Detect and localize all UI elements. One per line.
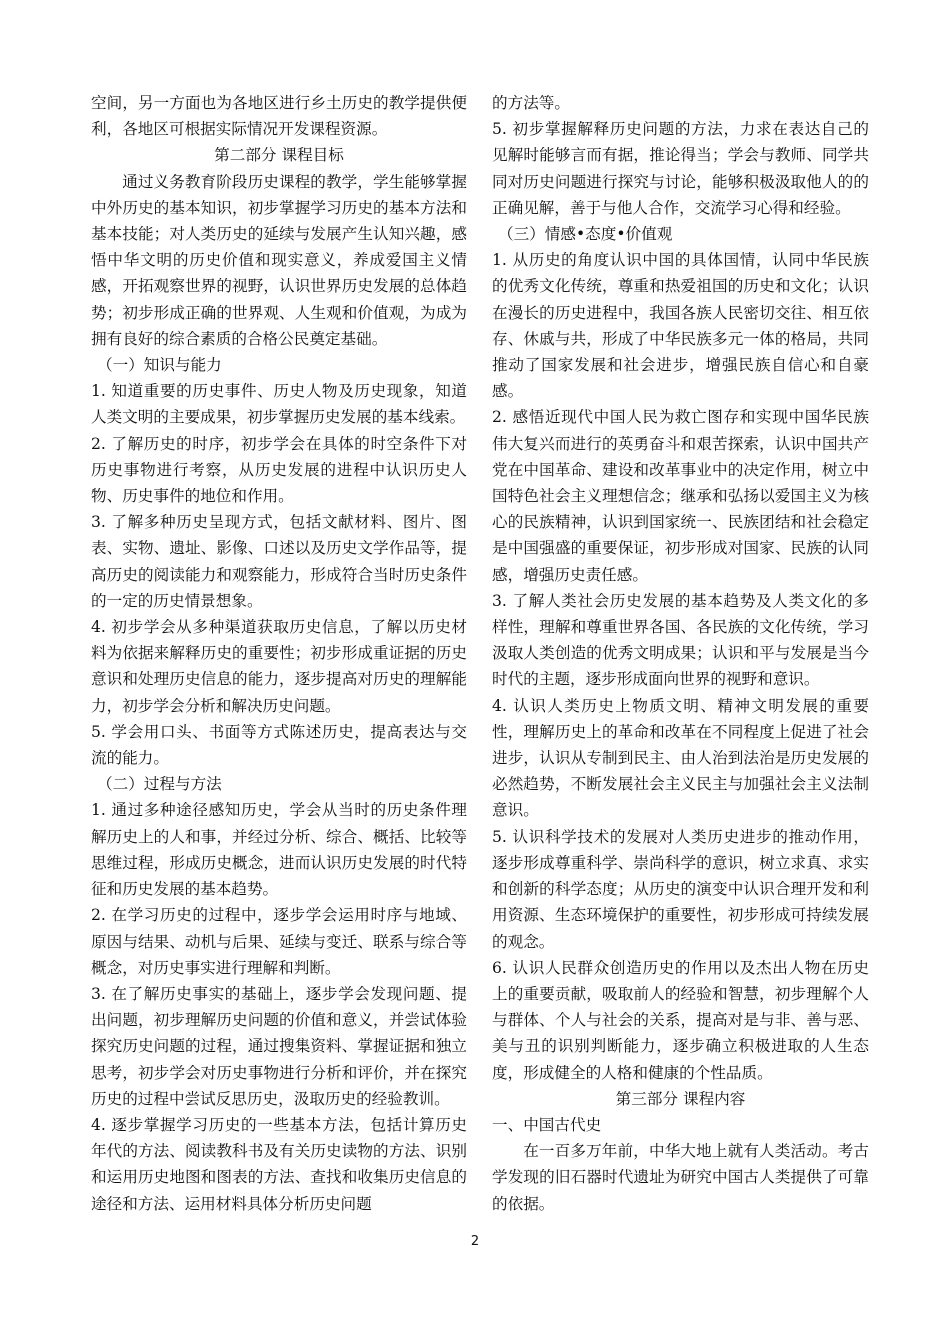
subsection-heading: （二）过程与方法 — [97, 775, 222, 794]
paragraph: 一、中国古代史 — [492, 1115, 602, 1134]
paragraph: 4. 初步学会从多种渠道获取历史信息，了解以历史材料为依据来解释历史的重要性；初步形成重证据的历史意识和处理历史信息的能力，逐步提高对历史的理解能力，初步学会分析和解决历史问题。 — [91, 618, 467, 715]
paragraph: 空间，另一方面也为各地区进行乡土历史的教学提供便利，各地区可根据实际情况开发课程资源。 — [91, 94, 467, 139]
paragraph: 2. 在学习历史的过程中，逐步学会运用时序与地域、原因与结果、动机与后果、延续与变迁、联系与综合等概念，对历史事实进行理解和判断。 — [91, 906, 467, 977]
paragraph: 在一百多万年前，中华大地上就有人类活动。考古学发现的旧石器时代遗址为研究中国古人类提供了可靠的依据。 — [492, 1142, 869, 1213]
paragraph: 4. 认识人类历史上物质文明、精神文明发展的重要性，理解历史上的革命和改革在不同程度上促进了社会进步，认识从专制到民主、由人治到法治是历史发展的必然趋势，不断发展社会主义民主与加强社会主义法制意识。 — [492, 696, 869, 820]
paragraph: 5. 认识科学技术的发展对人类历史进步的推动作用，逐步形成尊重科学、崇尚科学的意识，树立求真、求实和创新的科学态度；从历史的演变中认识合理开发和利用资源、生态环境保护的重要性，初步形成可持续发展的观念。 — [492, 827, 869, 951]
paragraph: 3. 了解多种历史呈现方式，包括文献材料、图片、图表、实物、遗址、影像、口述以及历史文学作品等，提高历史的阅读能力和观察能力，形成符合当时历史条件的一定的历史情景想象。 — [91, 513, 467, 610]
paragraph: 通过义务教育阶段历史课程的教学，学生能够掌握中外历史的基本知识，初步掌握学习历史的基本方法和基本技能；对人类历史的延续与发展产生认知兴趣，感悟中华文明的历史价值和现实意义，养成爱国主义情感，开拓观察世界的视野，认识世界历史发展的总体趋势；初步形成正确的世界观、人生观和价值观，为成为拥有良好的综合素质的合格公民奠定基础。 — [91, 172, 467, 348]
paragraph: 2. 感悟近现代中国人民为救亡图存和实现中国华民族伟大复兴而进行的英勇奋斗和艰苦探索，认识中国共产党在中国革命、建设和改革事业中的决定作用，树立中国特色社会主义理想信念；继承和弘扬以爱国主义为核心的民族精神，认识到国家统一、民族团结和社会稳定是中国强盛的重要保证，初步形成对国家、民族的认同感，增强历史责任感。 — [492, 408, 869, 584]
paragraph: 5. 初步掌握解释历史问题的方法，力求在表达自己的见解时能够言而有据，推论得当；学会与教师、同学共同对历史问题进行探究与讨论，能够积极汲取他人的的正确见解，善于与他人合作，交流学习心得和经验。 — [492, 120, 869, 217]
paragraph: 1. 知道重要的历史事件、历史人物及历史现象，知道人类文明的主要成果，初步掌握历史发展的基本线索。 — [91, 382, 467, 427]
paragraph: 3. 在了解历史事实的基础上，逐步学会发现问题、提出问题，初步理解历史问题的价值和意义，并尝试体验探究历史问题的过程，通过搜集资料、掌握证据和独立思考，初步学会对历史事物进行分析和评价，并在探究历史的过程中尝试反思历史，汲取历史的经验教训。 — [91, 984, 467, 1108]
section-heading: 第三部分 课程内容 — [615, 1089, 746, 1108]
right-column — [492, 90, 869, 1217]
paragraph: 3. 了解人类社会历史发展的基本趋势及人类文化的多样性，理解和尊重世界各国、各民族的文化传统，学习汲取人类创造的优秀文明成果；认识和平与发展是当今时代的主题，逐步形成面向世界的视野和意识。 — [492, 591, 869, 689]
subsection-heading: （三）情感•态度•价值观 — [498, 225, 673, 244]
paragraph: 6. 认识人民群众创造历史的作用以及杰出人物在历史上的重要贡献，吸取前人的经验和智慧，初步理解个人与群体、个人与社会的关系，提高对是与非、善与恶、美与丑的识别判断能力，逐步确立积极进取的人生态度，形成健全的人格和健康的个性品质。 — [492, 958, 869, 1082]
subsection-heading: （一）知识与能力 — [97, 356, 222, 375]
paragraph: 2. 了解历史的时序，初步学会在具体的时空条件下对历史事物进行考察，从历史发展的进程中认识历史人物、历史事件的地位和作用。 — [91, 434, 467, 506]
paragraph: 4. 逐步掌握学习历史的一些基本方法，包括计算历史年代的方法、阅读教科书及有关历史读物的方法、识别和运用历史地图和图表的方法、查找和收集历史信息的途径和方法、运用材料具体分析历史问题 — [91, 1115, 467, 1213]
paragraph: 5. 学会用口头、书面等方式陈述历史，提高表达与交流的能力。 — [91, 722, 467, 768]
paragraph: 1. 通过多种途径感知历史，学会从当时的历史条件理解历史上的人和事，并经过分析、综合、概括、比较等思维过程，形成历史概念，进而认识历史发展的时代特征和历史发展的基本趋势。 — [91, 801, 467, 899]
left-column — [91, 90, 467, 1217]
page-number: 2 — [470, 1234, 480, 1249]
paragraph: 1. 从历史的角度认识中国的具体国情，认同中华民族的优秀文化传统，尊重和热爱祖国的历史和文化；认识在漫长的历史进程中，我国各族人民密切交往、相互依存、休戚与共，形成了中华民族多元一体的格局，共同推动了国家发展和社会进步，增强民族自信心和自豪感。 — [492, 251, 869, 401]
paragraph: 的方法等。 — [492, 94, 570, 112]
section-heading: 第二部分 课程目标 — [214, 146, 344, 165]
